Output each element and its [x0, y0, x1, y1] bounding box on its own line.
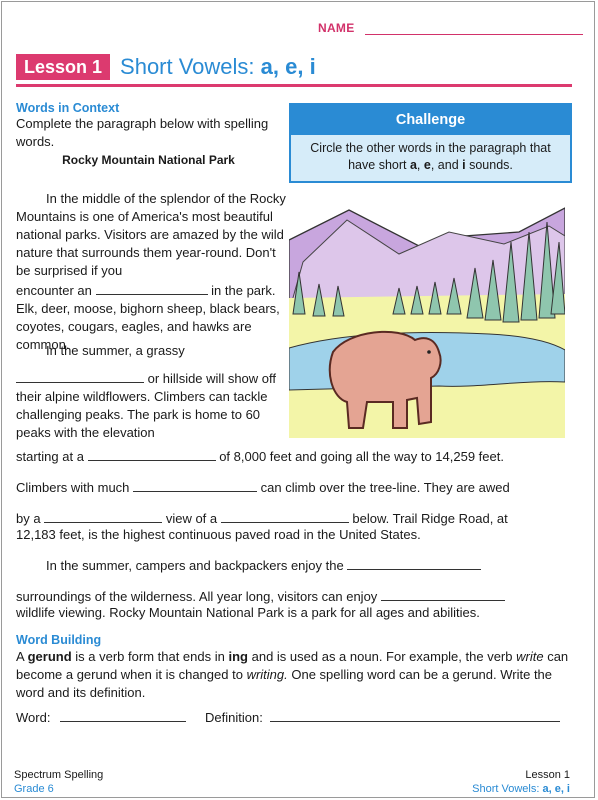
paragraph-1: In the middle of the splendor of the Rocky Mountains is one of America's most beautiful national parks. Visitors are amazed by the wild nature that surrounds them year-round. Don't be surprised if you — [16, 191, 286, 278]
grade-label: Grade 6 — [14, 783, 54, 795]
challenge-text — [291, 135, 570, 179]
lesson-title-text: Short Vowels: — [120, 54, 255, 79]
word-building-heading: Word Building — [16, 633, 102, 647]
line-trail-ridge: 12,183 feet, is the highest continuous paved road in the United States. — [16, 527, 421, 542]
footer-topic-text: Short Vowels: — [472, 783, 540, 795]
definition-row — [205, 709, 575, 727]
blank-4[interactable] — [133, 479, 257, 492]
footer-vowels: a, e, i — [542, 783, 570, 795]
footer-lesson: Lesson 1 — [525, 769, 570, 781]
text-span: A — [16, 649, 24, 664]
text-span: can become a gerund when it is changed to — [16, 649, 569, 682]
words-in-context-heading: Words in Context — [16, 101, 120, 115]
text-span: in the park. Elk, deer, moose, bighorn sheep, black bears, coyotes, cougars, eagles, and hawks are common. — [16, 283, 280, 352]
text-span: Climbers with much — [16, 480, 130, 495]
name-row — [318, 20, 583, 35]
text-span: , and — [430, 158, 459, 172]
lesson-header — [16, 54, 316, 80]
publisher: Spectrum Spelling — [14, 769, 104, 781]
instructions: Complete the paragraph below with spelling words. — [16, 116, 269, 149]
name-field[interactable] — [365, 20, 583, 35]
blank-6[interactable] — [221, 510, 349, 523]
vowel-e: e — [423, 158, 431, 172]
vowel-i: i — [462, 158, 466, 172]
vowel-a: a — [409, 158, 417, 172]
text-span: In the summer, campers and backpackers enjoy the — [46, 558, 344, 573]
line-climbers — [16, 479, 576, 497]
line-elevation — [16, 448, 576, 466]
text-span: can climb over the tree-line. They are awed — [260, 480, 510, 495]
lesson-badge: Lesson 1 — [16, 54, 110, 80]
lesson-title — [120, 55, 316, 79]
text-span: encounter an — [16, 283, 92, 298]
italic-term: writing. — [246, 667, 288, 682]
footer-right — [472, 768, 570, 796]
line-wildlife: wildlife viewing. Rocky Mountain National Park is a park for all ages and abilities. — [16, 605, 480, 620]
text-span: view of a — [165, 511, 218, 526]
challenge-box — [289, 103, 572, 183]
word-building-text — [16, 648, 578, 702]
word-field[interactable] — [60, 709, 186, 722]
italic-term: write — [516, 649, 544, 664]
challenge-heading: Challenge — [291, 105, 570, 135]
text-span: , — [416, 158, 421, 172]
blank-2[interactable] — [16, 370, 144, 383]
blank-7[interactable] — [347, 557, 481, 570]
text-span: surroundings of the wilderness. All year long, visitors can enjoy — [16, 589, 378, 604]
bear-landscape-illustration — [289, 202, 565, 438]
blank-1[interactable] — [96, 282, 208, 295]
text-span: is a verb form that ends in — [75, 649, 225, 664]
text-span: Circle the other words in the paragraph that have short — [310, 141, 551, 172]
header-divider — [16, 84, 572, 87]
footer-topic — [472, 782, 570, 796]
line-campers — [46, 557, 576, 575]
definition-label: Definition: — [205, 710, 263, 725]
text-span: sounds. — [469, 158, 513, 172]
blank-3[interactable] — [88, 448, 216, 461]
word-label: Word: — [16, 710, 51, 725]
passage-title: Rocky Mountain National Park — [62, 153, 235, 167]
text-span: below. Trail Ridge Road, at — [352, 511, 508, 526]
bold-term: ing — [228, 649, 248, 664]
footer-left — [14, 768, 103, 796]
definition-field[interactable] — [270, 709, 560, 722]
name-label: NAME — [318, 21, 355, 35]
text-span: and is used as a noun. For example, the verb — [251, 649, 513, 664]
text-span: starting at a — [16, 449, 84, 464]
word-row — [16, 709, 196, 727]
bold-term: gerund — [27, 649, 72, 664]
text-span: by a — [16, 511, 41, 526]
blank-5[interactable] — [44, 510, 162, 523]
blank-8[interactable] — [381, 588, 505, 601]
paragraph-2-continued — [16, 370, 286, 442]
bear-eye — [427, 350, 431, 354]
text-span: of 8,000 feet and going all the way to 14,259 feet. — [219, 449, 504, 464]
lesson-title-vowels: a, e, i — [260, 54, 316, 79]
text-span: or hillside will show off their alpine wildflowers. Climbers can tackle challenging peaks. The park is home to 60 peaks with the elevation — [16, 371, 276, 440]
paragraph-2: In the summer, a grassy — [46, 343, 185, 358]
text-span: One spelling word can be a gerund. Write the word and its definition. — [16, 667, 553, 700]
